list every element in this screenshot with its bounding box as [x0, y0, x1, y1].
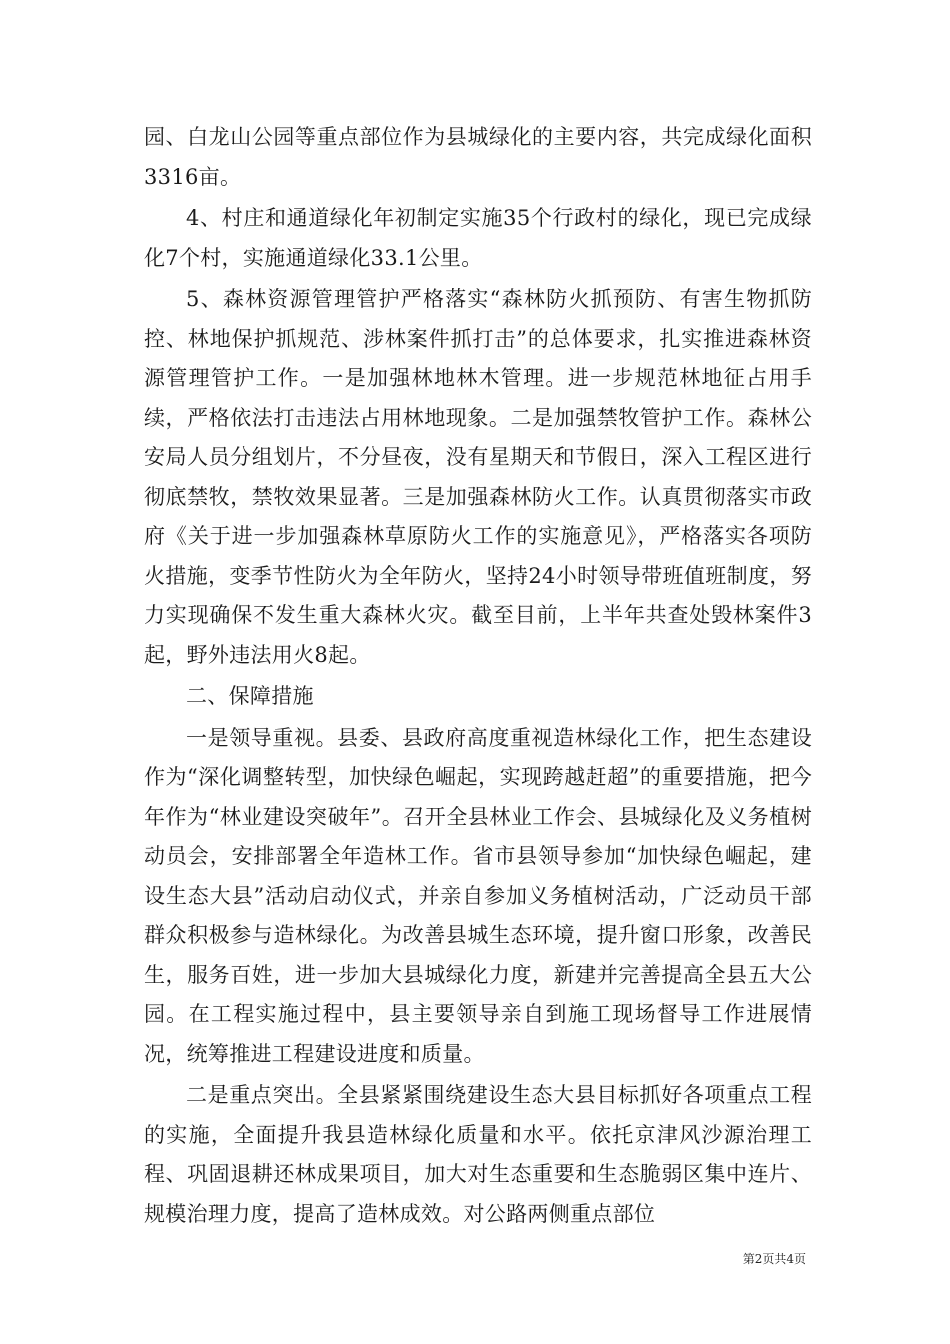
paragraph-key-focus: 二是重点突出。全县紧紧围绕建设生态大县目标抓好各项重点工程的实施，全面提升我县造林绿化质量和水平。依托京津风沙源治理工程、巩固退耕还林成果项目，加大对生态重要和生态脆弱区集中连片、规模治理力度，提高了造林成效。对公路两侧重点部位 [144, 1083, 812, 1226]
section-heading-safeguards: 二、保障措施 [186, 684, 314, 708]
paragraph-leadership: 一是领导重视。县委、县政府高度重视造林绿化工作，把生态建设作为“深化调整转型，加快绿色崛起，实现跨越赶超”的重要措施，把今年作为“林业建设突破年”。召开全县林业工作会、县城绿化及义务植树动员会，安排部署全年造林工作。省市县领导参加“加快绿色崛起，建设生态大县”活动启动仪式，并亲自参加义务植树活动，广泛动员干部群众积极参与造林绿化。为改善县城生态环境，提升窗口形象，改善民生，服务百姓，进一步加大县城绿化力度，新建并完善提高全县五大公园。在工程实施过程中，县主要领导亲自到施工现场督导工作进展情况，统筹推进工程建设进度和质量。 [144, 725, 812, 1066]
paragraph-continuation: 园、白龙山公园等重点部位作为县城绿化的主要内容，共完成绿化面积3316亩。 [144, 125, 812, 189]
paragraph-village-greening: 4、村庄和通道绿化年初制定实施35个行政村的绿化，现已完成绿化7个村，实施通道绿化33.1公里。 [144, 206, 812, 270]
paragraph-forest-management: 5、森林资源管理管护严格落实“森林防火抓预防、有害生物抓防控、林地保护抓规范、涉林案件抓打击”的总体要求，扎实推进森林资源管理管护工作。一是加强林地林木管理。进一步规范林地征占用手续，严格依法打击违法占用林地现象。二是加强禁牧管护工作。森林公安局人员分组划片，不分昼夜，没有星期天和节假日，深入工程区进行彻底禁牧，禁牧效果显著。三是加强森林防火工作。认真贯彻落实市政府《关于进一步加强森林草原防火工作的实施意见》，严格落实各项防火措施，变季节性防火为全年防火，坚持24小时领导带班值班制度，努力实现确保不发生重大森林火灾。截至目前，上半年共查处毁林案件3起，野外违法用火8起。 [144, 287, 812, 667]
document-body [144, 118, 812, 1236]
page-number: 第2页共4页 [742, 1252, 806, 1266]
